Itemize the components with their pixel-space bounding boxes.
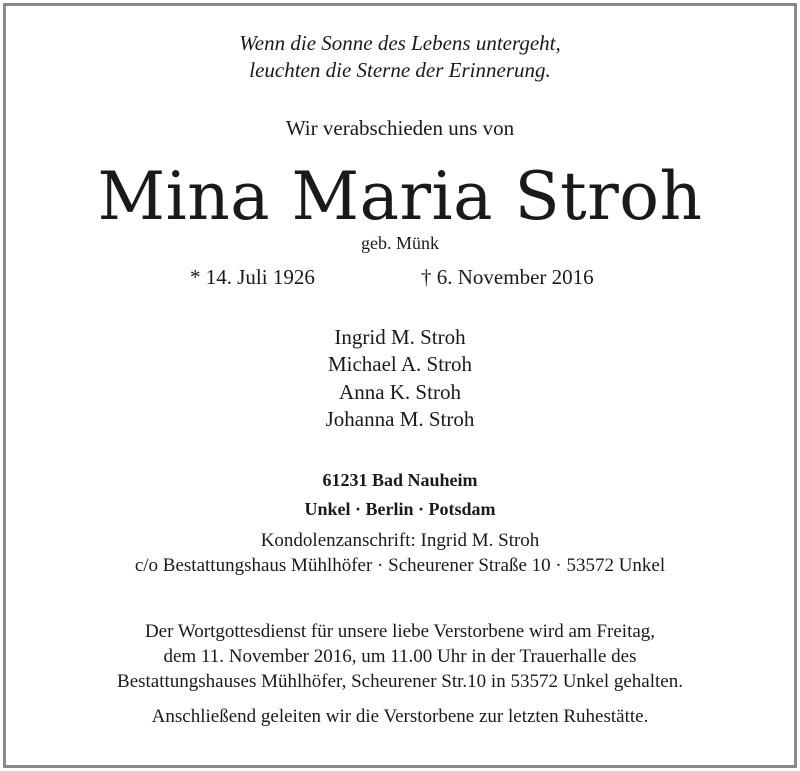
service-notice-line-4: Anschließend geleiten wir die Verstorbene zur letzten Ruhestätte.	[151, 706, 649, 727]
service-notice-line-1: Der Wortgottesdienst für unsere liebe Verstorbene wird am Freitag,	[144, 621, 656, 642]
survivor-name: Anna K. Stroh	[339, 380, 461, 404]
deceased-name: Mina Maria Stroh	[97, 158, 703, 235]
service-notice-line-3: Bestattungshauses Mühlhöfer, Scheurener Str.10 in 53572 Unkel gehalten.	[117, 671, 683, 692]
other-locations: Unkel · Berlin · Potsdam	[304, 499, 496, 519]
survivor-name: Ingrid M. Stroh	[334, 325, 466, 349]
death-date: † 6. November 2016	[421, 265, 594, 289]
survivor-name: Michael A. Stroh	[327, 352, 473, 376]
condolence-address-line-1: Kondolenzanschrift: Ingrid M. Stroh	[260, 530, 540, 551]
primary-location: 61231 Bad Nauheim	[322, 470, 478, 490]
birth-date: * 14. Juli 1926	[190, 265, 315, 289]
motto-line-2: leuchten die Sterne der Erinnerung.	[249, 58, 551, 82]
survivor-name: Johanna M. Stroh	[325, 407, 475, 431]
motto-line-1: Wenn die Sonne des Lebens untergeht,	[239, 31, 561, 55]
service-notice-line-2: dem 11. November 2016, um 11.00 Uhr in der Trauerhalle des	[163, 646, 637, 667]
condolence-address-line-2: c/o Bestattungshaus Mühlhöfer · Scheurener Straße 10 · 53572 Unkel	[134, 555, 666, 576]
intro-text: Wir verabschieden uns von	[285, 116, 515, 140]
maiden-name: geb. Münk	[361, 233, 439, 253]
